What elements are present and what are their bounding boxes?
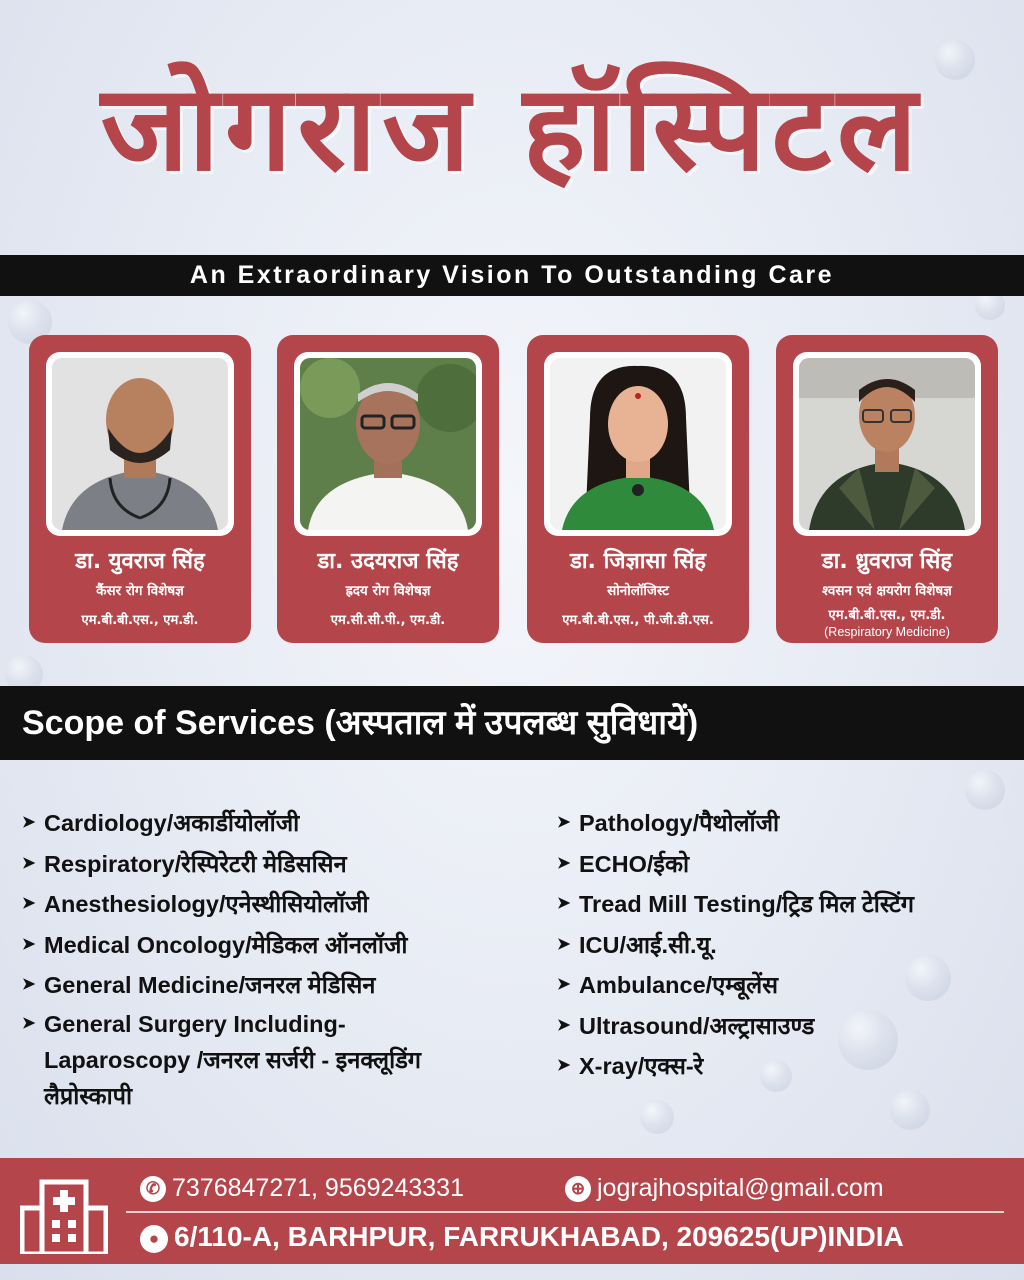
- doctor-specialty: कैंसर रोग विशेषज्ञ: [96, 583, 184, 599]
- doctor-card: [527, 335, 749, 643]
- doctor-card: [277, 335, 499, 643]
- doctor-photo: [294, 352, 482, 536]
- arrow-right-icon: ➤: [22, 895, 36, 912]
- arrow-right-icon: ➤: [22, 935, 36, 953]
- arrow-right-icon: ➤: [22, 976, 36, 993]
- phone-icon: ✆: [140, 1176, 166, 1202]
- service-item: ➤ Tread Mill Testing/ट्रिड मिल टेस्टिंग: [557, 884, 1017, 925]
- arrow-right-icon: ➤: [557, 1016, 571, 1034]
- arrow-right-icon: ➤: [557, 935, 571, 953]
- doctor-card: [776, 335, 998, 643]
- doctor-photo: [793, 352, 981, 536]
- location-pin-icon: ●: [140, 1225, 168, 1253]
- doctor-specialty: श्वसन एवं क्षयरोग विशेषज्ञ: [822, 583, 952, 599]
- doctor-name: डा. युवराज सिंह: [75, 549, 205, 574]
- doctor-degree: एम.सी.सी.पी., एम.डी.: [330, 613, 446, 628]
- arrow-right-icon: ➤: [22, 1014, 36, 1032]
- doctor-specialty: सोनोलॉजिस्ट: [607, 583, 669, 599]
- service-item: ➤ General Medicine/जनरल मेडिसिन: [22, 965, 542, 1006]
- service-item: ➤ Pathology/पैथोलॉजी: [557, 803, 1017, 844]
- doctor-name: डा. ध्रुवराज सिंह: [821, 549, 953, 574]
- service-item: ➤ Cardiology/अकार्डीयोलॉजी: [22, 803, 542, 844]
- doctor-photo: [46, 352, 234, 536]
- email-address[interactable]: ⊕ jograjhospital@gmail.com: [565, 1173, 884, 1203]
- hospital-building-icon: [20, 1168, 108, 1254]
- scope-heading: Scope of Services (अस्पताल में उपलब्ध सुविधायें): [0, 686, 1024, 760]
- doctor-degree: एम.बी.बी.एस., एम.डी.: [828, 608, 946, 623]
- background-bubble: [640, 1100, 674, 1134]
- service-item: ➤ Ambulance/एम्बूलेंस: [557, 965, 1017, 1006]
- footer-divider: [126, 1211, 1004, 1213]
- service-item: ➤ General Surgery Including- Laparoscopy /जनरल सर्जरी - इनक्लूडिंग लैप्रोस्कापी: [22, 1006, 464, 1114]
- background-bubble: [890, 1090, 930, 1130]
- services-right-column: [557, 803, 1017, 1087]
- arrow-right-icon: ➤: [557, 1057, 571, 1074]
- services-left-column: [22, 803, 542, 1114]
- doctor-name: डा. जिज्ञासा सिंह: [570, 549, 706, 574]
- doctor-cards: [0, 335, 1024, 645]
- doctor-card: [29, 335, 251, 643]
- service-item: ➤ ECHO/ईको: [557, 844, 1017, 885]
- hospital-title: जोगराज हॉस्पिटल: [100, 58, 924, 197]
- arrow-right-icon: ➤: [557, 814, 571, 831]
- arrow-right-icon: ➤: [557, 895, 571, 912]
- globe-icon: ⊕: [565, 1176, 591, 1202]
- doctor-photo: [544, 352, 732, 536]
- contact-footer: [0, 1158, 1024, 1264]
- service-item: ➤ X-ray/एक्स-रे: [557, 1046, 1017, 1087]
- service-item: ➤ Medical Oncology/मेडिकल ऑनलॉजी: [22, 925, 542, 966]
- arrow-right-icon: ➤: [22, 814, 36, 831]
- doctor-name: डा. उदयराज सिंह: [317, 549, 459, 574]
- service-item: ➤ Respiratory/रेस्पिरेटरी मेडिससिन: [22, 844, 542, 885]
- doctor-specialty: ह्रदय रोग विशेषज्ञ: [345, 583, 431, 599]
- service-item: ➤ Anesthesiology/एनेस्थीसियोलॉजी: [22, 884, 542, 925]
- arrow-right-icon: ➤: [557, 854, 571, 872]
- service-item: ➤ Ultrasound/अल्ट्रासाउण्ड: [557, 1006, 1017, 1047]
- address: ● 6/110-A, BARHPUR, FARRUKHABAD, 209625(UP)INDIA: [140, 1220, 904, 1254]
- phone-numbers[interactable]: ✆ 7376847271, 9569243331: [140, 1173, 464, 1203]
- tagline-band: An Extraordinary Vision To Outstanding Care: [0, 255, 1024, 296]
- doctor-degree-note: (Respiratory Medicine): [824, 625, 950, 639]
- service-item: ➤ ICU/आई.सी.यू.: [557, 925, 1017, 966]
- arrow-right-icon: ➤: [22, 854, 36, 872]
- arrow-right-icon: ➤: [557, 976, 571, 993]
- doctor-degree: एम.बी.बी.एस., पी.जी.डी.एस.: [562, 613, 714, 628]
- doctor-degree: एम.बी.बी.एस., एम.डी.: [81, 613, 199, 628]
